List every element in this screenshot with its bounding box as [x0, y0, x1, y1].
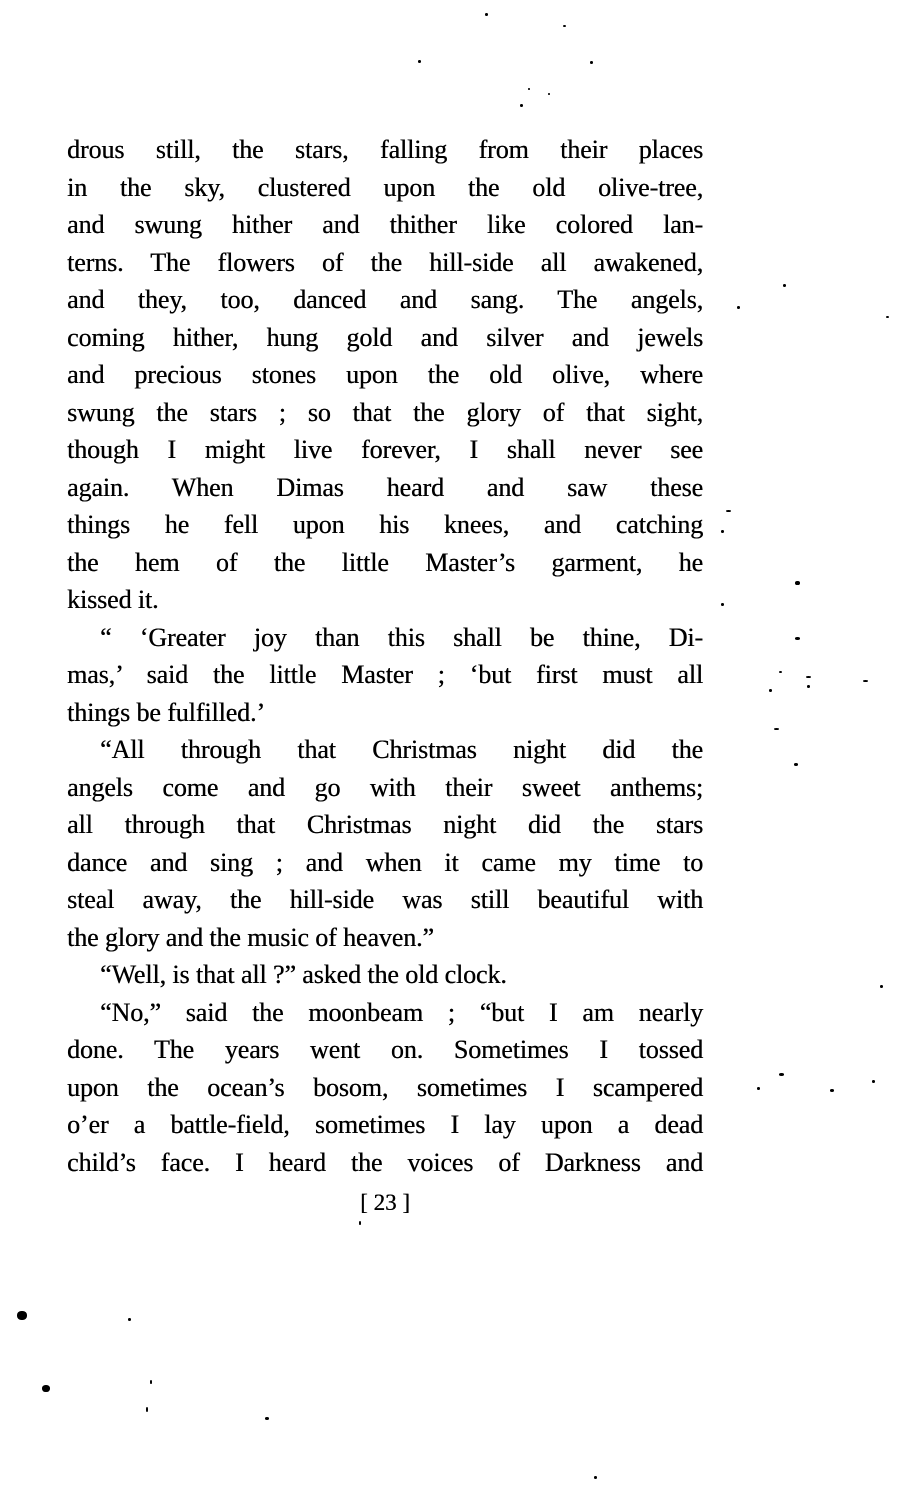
page-text-block [67, 131, 703, 1222]
text-line: mas,’ said the little Master ; ‘but first must all [67, 660, 703, 689]
scan-speck [528, 88, 530, 90]
text-line: again. When Dimas heard and saw these [67, 472, 703, 502]
scan-speck [806, 676, 811, 678]
text-line paragraph-end: kissed it. [67, 585, 159, 614]
text-line paragraph-start: “No,” said the moonbeam ; “but I am nearly [100, 997, 703, 1027]
text-line: steal away, the hill-side was still beautiful with [67, 885, 703, 914]
text-line paragraph-single: “Well, is that all ?” asked the old clock. [100, 960, 507, 989]
text-line: child’s face. I heard the voices of Darkness and [67, 1147, 703, 1177]
scan-speck [548, 93, 550, 95]
scan-speck [721, 603, 724, 606]
scan-speck [594, 1476, 597, 1479]
scan-speck [737, 306, 740, 309]
text-line: though I might live forever, I shall never see [67, 435, 703, 464]
scan-speck [563, 25, 566, 27]
scan-speck [150, 1380, 152, 1384]
text-line: and they, too, danced and sang. The angels, [67, 285, 703, 314]
text-line: things he fell upon his knees, and catching [67, 510, 703, 539]
text-line: all through that Christmas night did the stars [67, 810, 703, 839]
scan-speck [17, 1311, 27, 1320]
scan-speck [794, 763, 798, 766]
page-number: [ 23 ] [360, 1190, 410, 1215]
text-line: angels come and go with their sweet anthems; [67, 772, 703, 802]
scan-speck [520, 104, 523, 107]
scan-speck [42, 1385, 50, 1392]
scan-speck [757, 1087, 760, 1090]
scan-speck [779, 1073, 784, 1076]
scan-speck [886, 316, 889, 318]
text-line paragraph-start: “ ‘Greater joy than this shall be thine, Di- [100, 622, 703, 652]
text-line: done. The years went on. Sometimes I tossed [67, 1035, 703, 1064]
scan-speck [783, 284, 786, 287]
text-line: dance and sing ; and when it came my time to [67, 847, 703, 877]
scan-speck [418, 60, 421, 63]
scan-speck [769, 689, 772, 692]
scan-speck [721, 530, 724, 533]
scan-speck [779, 671, 782, 673]
text-line: swung the stars ; so that the glory of that sight, [67, 397, 703, 427]
scan-speck [830, 1089, 834, 1092]
scan-speck [795, 637, 800, 640]
text-line: in the sky, clustered upon the old olive-tree, [67, 172, 703, 202]
scan-speck [359, 1221, 361, 1225]
scan-speck [774, 728, 779, 730]
text-line: and precious stones upon the old olive, where [67, 360, 703, 389]
text-line: o’er a battle-field, sometimes I lay upon a dead [67, 1110, 703, 1139]
scan-speck [872, 1080, 875, 1083]
scan-speck [485, 13, 488, 16]
scan-speck [726, 510, 731, 512]
text-line: terns. The flowers of the hill-side all awakened, [67, 247, 703, 277]
scan-speck [265, 1417, 269, 1420]
text-line: upon the ocean’s bosom, sometimes I scampered [67, 1072, 703, 1102]
text-line paragraph-end: things be fulfilled.’ [67, 697, 265, 727]
scan-speck [590, 61, 593, 64]
text-line: drous still, the stars, falling from their places [67, 135, 703, 164]
scan-speck [880, 985, 883, 988]
scan-speck [807, 685, 810, 688]
scan-speck [146, 1407, 148, 1412]
scan-speck [863, 680, 868, 682]
text-line: coming hither, hung gold and silver and jewels [67, 322, 703, 352]
text-line: and swung hither and thither like colored lan- [67, 210, 703, 239]
scan-speck [795, 581, 800, 585]
scan-speck [128, 1318, 131, 1321]
text-line: the hem of the little Master’s garment, he [67, 547, 703, 577]
text-line paragraph-end: the glory and the music of heaven.” [67, 922, 434, 952]
text-line paragraph-start: “All through that Christmas night did the [100, 735, 703, 764]
